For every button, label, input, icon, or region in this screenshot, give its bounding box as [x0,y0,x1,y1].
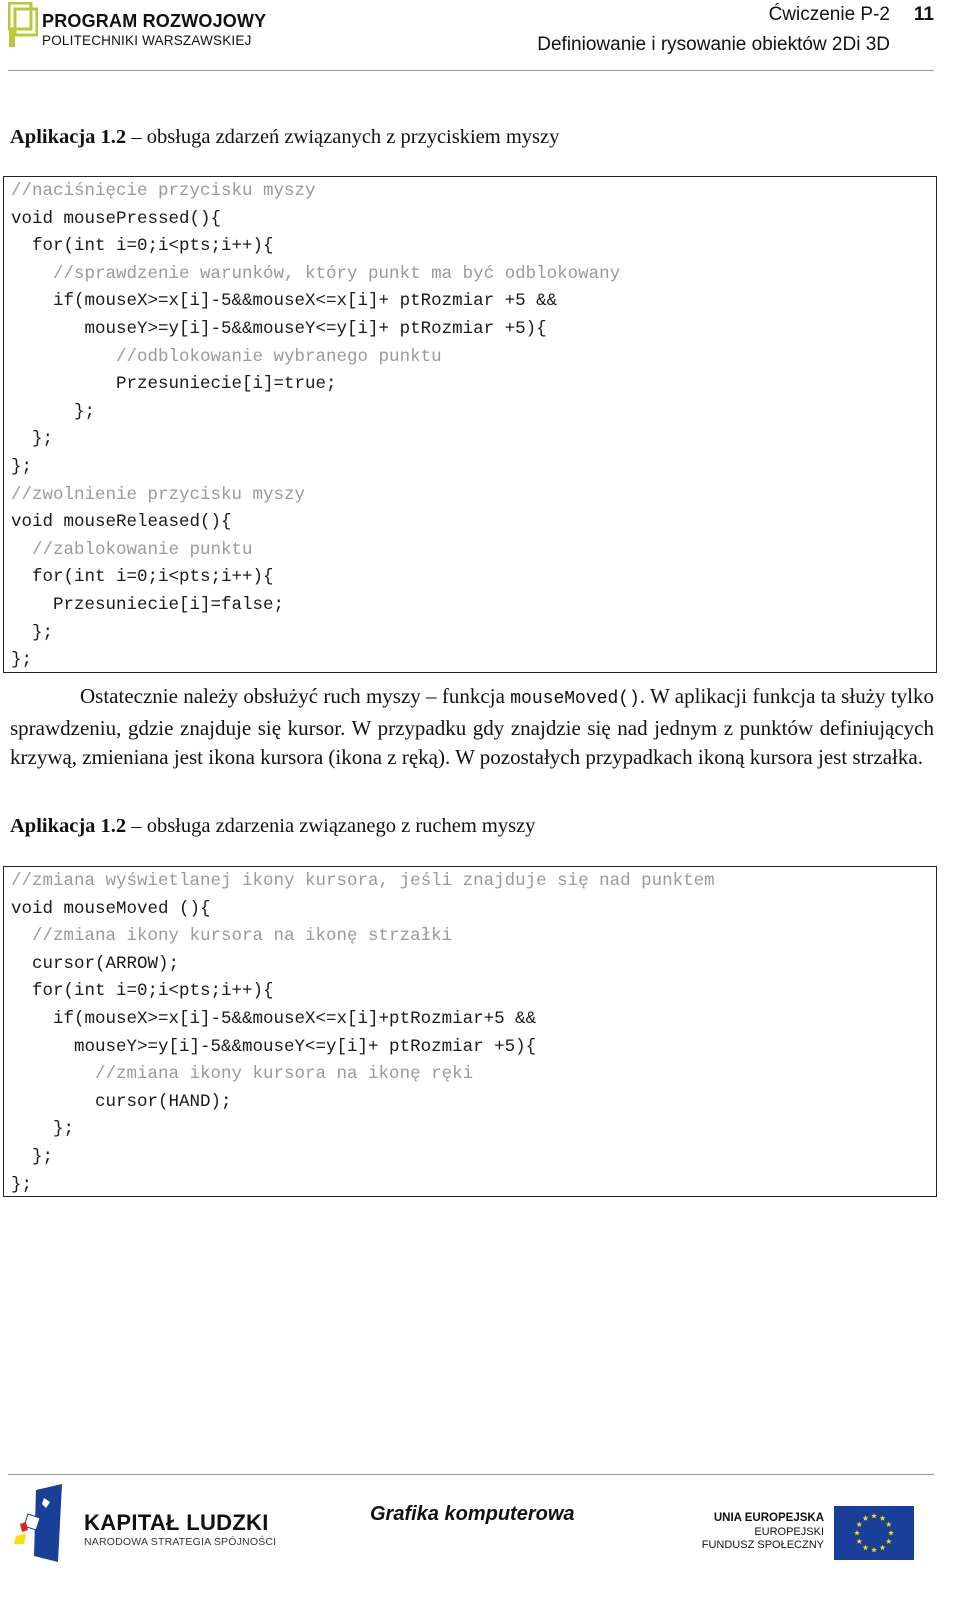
code-2-line: for(int i=0;i<pts;i++){ [11,981,274,1002]
program-rozwojowy-logo [8,2,267,50]
code-1-line: for(int i=0;i<pts;i++){ [11,567,274,588]
code-1-line: //zwolnienie przycisku myszy [11,484,306,505]
eu-line-2: EUROPEJSKI [754,1526,824,1538]
code-1-line: void mousePressed(){ [11,208,222,229]
code-1-line: //sprawdzenie warunków, który punkt ma być odblokowany [11,263,621,284]
section-1-label: Aplikacja 1.2 [10,126,127,148]
code-1-line: }; [11,456,33,477]
logo-mark-icon [8,2,38,48]
code-1-line: Przesuniecie[i]=false; [11,594,285,615]
kapital-ludzki-logo [14,1484,277,1566]
code-1-line: }; [11,650,33,671]
kapital-ludzki-subtitle: NARODOWA STRATEGIA SPÓJNOŚCI [84,1536,277,1548]
code-1-line: for(int i=0;i<pts;i++){ [11,236,274,257]
code-2-line: mouseY>=y[i]-5&&mouseY<=y[i]+ ptRozmiar +5){ [11,1036,537,1057]
code-1-line: }; [11,429,54,450]
inline-code-mousemoved: mouseMoved() [510,689,640,709]
code-1-line: //odblokowanie wybranego punktu [11,346,442,367]
code-1-line: Przesuniecie[i]=true; [11,374,337,395]
code-block-mouse-buttons [3,176,937,673]
kapital-ludzki-title: KAPITAŁ LUDZKI [84,1510,269,1535]
body-paragraph [10,682,934,772]
code-1-line: }; [11,401,96,422]
code-2-line: //zmiana ikony kursora na ikonę ręki [11,1064,474,1085]
kapital-ludzki-mark-icon [14,1484,76,1566]
header-divider [8,70,934,71]
section-1-title: – obsługa zdarzeń związanych z przyciskiem myszy [126,126,560,148]
code-1-line: //naciśnięcie przycisku myszy [11,181,316,201]
code-block-mouse-move [3,866,937,1197]
course-name: Grafika komputerowa [370,1503,575,1525]
eu-logo [700,1504,920,1564]
document-subtitle: Definiowanie i rysowanie obiektów 2Di 3D [537,34,890,55]
code-2-line: void mouseMoved (){ [11,898,211,919]
page-number: 11 [913,4,934,25]
code-1-line: if(mouseX>=x[i]-5&&mouseX<=x[i]+ ptRozmiar +5 && [11,291,558,312]
code-2-line: //zmiana ikony kursora na ikonę strzałki [11,926,453,947]
paragraph-text-1: Ostatecznie należy obsłużyć ruch myszy – funkcja [80,684,511,708]
code-2-line: }; [11,1174,33,1195]
code-1-line: //zablokowanie punktu [11,539,253,560]
eu-flag-icon [834,1506,914,1560]
section-2-heading [10,815,535,838]
section-2-label: Aplikacja 1.2 [10,815,127,837]
code-2-line: if(mouseX>=x[i]-5&&mouseX<=x[i]+ptRozmiar+5 && [11,1008,537,1029]
code-2-line: }; [11,1146,54,1167]
section-1-heading [10,126,559,149]
code-1-line: }; [11,622,54,643]
paragraph-text-2: . W aplikacji funkcja ta służy tylko sprawdzeniu, gdzie znajduje się kursor. W przypadku gdy znajdzie się nad jednym z punktów definiujących krzywą, zmieniana jest ikona kursora (ikona z ręką). W pozostałych przypadkach ikoną kursora jest strzałka. [10,684,934,769]
logo-line-2: POLITECHNIKI WARSZAWSKIEJ [42,33,252,48]
code-1-line: void mouseReleased(){ [11,512,232,533]
exercise-title: Ćwiczenie P-2 [768,4,890,25]
code-2-line: cursor(ARROW); [11,953,180,974]
section-2-title: – obsługa zdarzenia związanego z ruchem myszy [126,815,536,837]
code-1-line: mouseY>=y[i]-5&&mouseY<=y[i]+ ptRozmiar +5){ [11,318,547,339]
footer-divider [8,1474,934,1475]
code-2-line: cursor(HAND); [11,1091,232,1112]
code-2-line: //zmiana wyświetlanej ikony kursora, jeśli znajduje się nad punktem [11,871,715,891]
logo-line-1: PROGRAM ROZWOJOWY [42,11,267,31]
eu-line-3: FUNDUSZ SPOŁECZNY [701,1539,824,1551]
eu-line-1: UNIA EUROPEJSKA [713,1512,824,1524]
code-2-line: }; [11,1119,75,1140]
